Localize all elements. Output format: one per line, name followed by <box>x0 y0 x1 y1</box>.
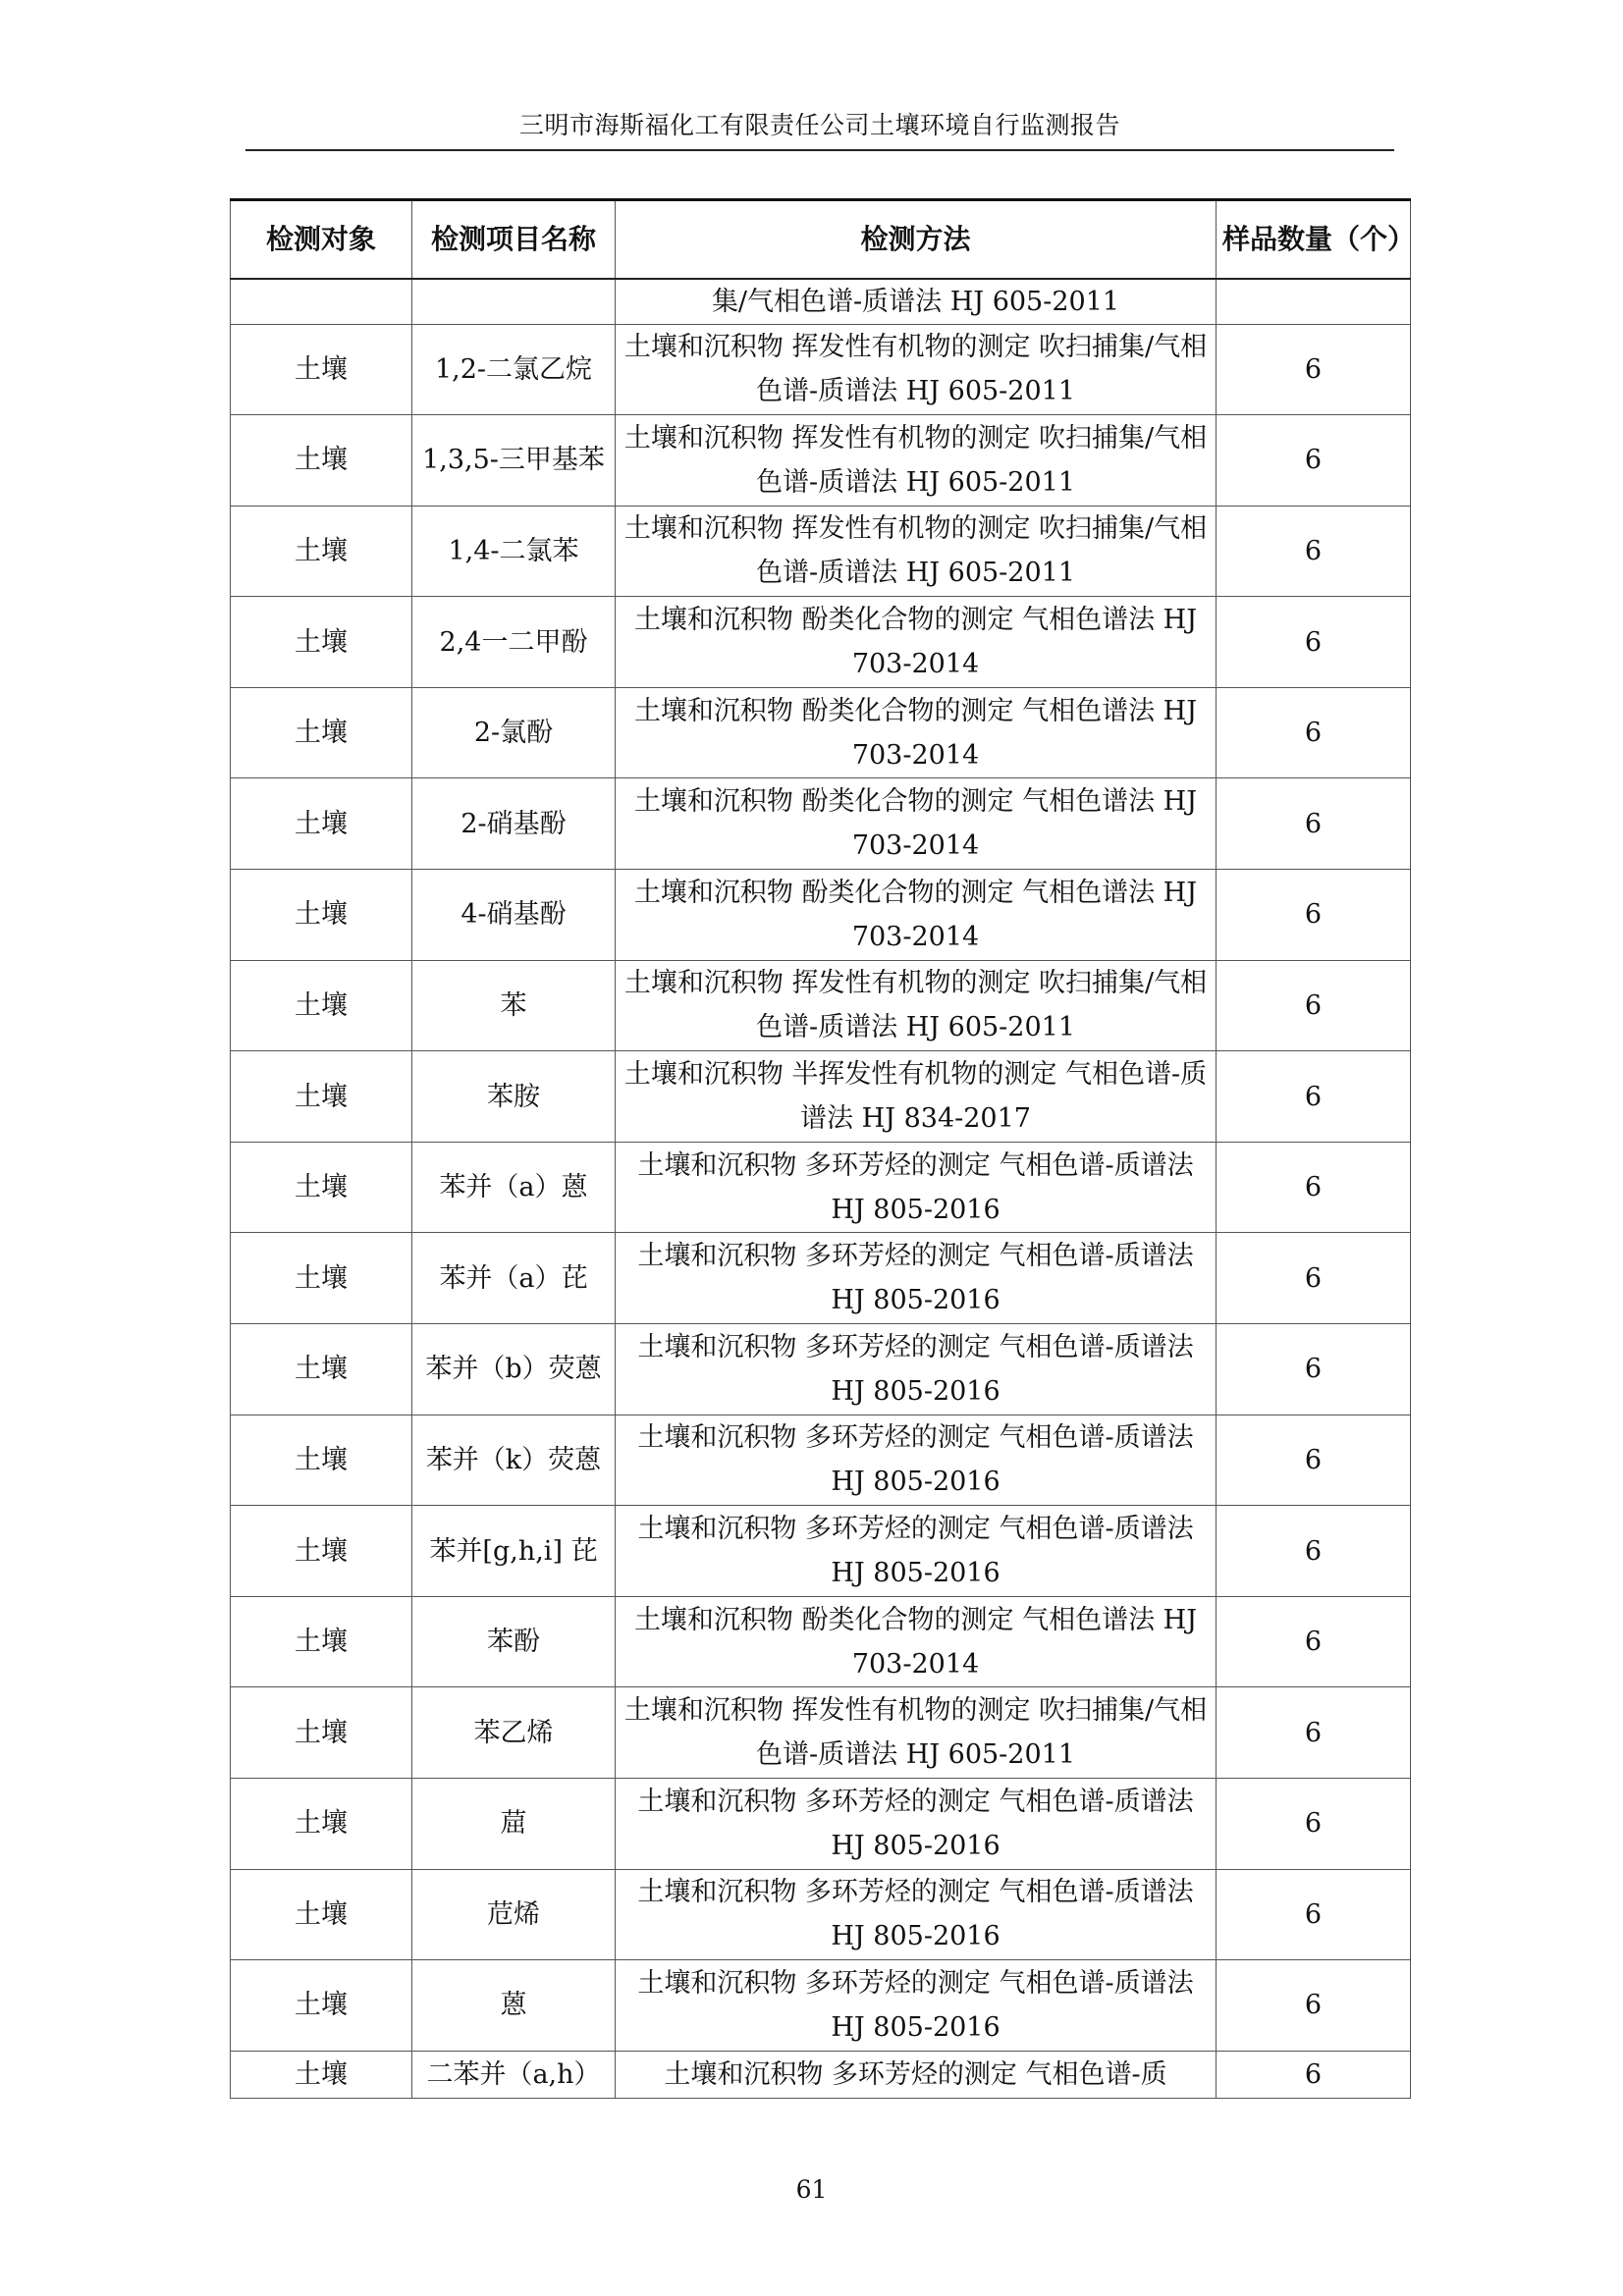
cell-object: 土壤 <box>231 960 412 1051</box>
cell-count: 6 <box>1217 687 1411 778</box>
table-row <box>231 1233 1411 1324</box>
cell-method: 土壤和沉积物 挥发性有机物的测定 吹扫捕集/气相色谱-质谱法 HJ 605-2011 <box>616 324 1217 415</box>
cell-count: 6 <box>1217 1687 1411 1779</box>
table-row <box>231 778 1411 870</box>
table-row <box>231 1869 1411 1960</box>
cell-object: 土壤 <box>231 2051 412 2098</box>
table-row <box>231 2051 1411 2098</box>
cell-method: 土壤和沉积物 半挥发性有机物的测定 气相色谱-质谱法 HJ 834-2017 <box>616 1051 1217 1143</box>
table-row <box>231 960 1411 1051</box>
table-row <box>231 1051 1411 1143</box>
cell-object: 土壤 <box>231 1596 412 1687</box>
cell-object: 土壤 <box>231 870 412 961</box>
cell-item: 4-硝基酚 <box>412 870 616 961</box>
cell-item: 2,4一二甲酚 <box>412 597 616 688</box>
page-header-title: 三明市海斯福化工有限责任公司土壤环境自行监测报告 <box>518 111 1120 139</box>
table-row <box>231 1960 1411 2052</box>
cell-method: 土壤和沉积物 多环芳烃的测定 气相色谱-质谱法 HJ 805-2016 <box>616 1779 1217 1870</box>
cell-method: 土壤和沉积物 挥发性有机物的测定 吹扫捕集/气相色谱-质谱法 HJ 605-2011 <box>616 506 1217 597</box>
cell-object: 土壤 <box>231 1233 412 1324</box>
cell-count <box>1217 279 1411 325</box>
cell-count: 6 <box>1217 597 1411 688</box>
cell-object: 土壤 <box>231 1324 412 1415</box>
cell-count: 6 <box>1217 1415 1411 1506</box>
cell-item: 二苯并（a,h） <box>412 2051 616 2098</box>
table-row <box>231 1415 1411 1506</box>
cell-method: 土壤和沉积物 多环芳烃的测定 气相色谱-质谱法 HJ 805-2016 <box>616 1324 1217 1415</box>
cell-count: 6 <box>1217 960 1411 1051</box>
cell-object: 土壤 <box>231 1506 412 1597</box>
table-row <box>231 415 1411 507</box>
cell-object: 土壤 <box>231 1687 412 1779</box>
table-row <box>231 1506 1411 1597</box>
cell-item: 苯酚 <box>412 1596 616 1687</box>
cell-count: 6 <box>1217 1142 1411 1233</box>
cell-method: 土壤和沉积物 酚类化合物的测定 气相色谱法 HJ 703-2014 <box>616 597 1217 688</box>
cell-object: 土壤 <box>231 687 412 778</box>
cell-method: 土壤和沉积物 多环芳烃的测定 气相色谱-质谱法 HJ 805-2016 <box>616 1869 1217 1960</box>
cell-item: 苯 <box>412 960 616 1051</box>
cell-method: 土壤和沉积物 多环芳烃的测定 气相色谱-质谱法 HJ 805-2016 <box>616 1960 1217 2052</box>
cell-item: 苯并（k）荧蒽 <box>412 1415 616 1506</box>
column-header-count: 样品数量（个） <box>1217 200 1411 279</box>
cell-count: 6 <box>1217 324 1411 415</box>
cell-item: 苯并[g,h,i] 芘 <box>412 1506 616 1597</box>
cell-count: 6 <box>1217 1324 1411 1415</box>
cell-method: 土壤和沉积物 多环芳烃的测定 气相色谱-质谱法 HJ 805-2016 <box>616 1506 1217 1597</box>
table-row <box>231 1596 1411 1687</box>
cell-method: 土壤和沉积物 酚类化合物的测定 气相色谱法 HJ 703-2014 <box>616 870 1217 961</box>
cell-method: 土壤和沉积物 多环芳烃的测定 气相色谱-质 <box>616 2051 1217 2098</box>
table-row <box>231 597 1411 688</box>
cell-count: 6 <box>1217 415 1411 507</box>
cell-count: 6 <box>1217 506 1411 597</box>
cell-count: 6 <box>1217 1233 1411 1324</box>
cell-method: 土壤和沉积物 多环芳烃的测定 气相色谱-质谱法 HJ 805-2016 <box>616 1142 1217 1233</box>
cell-item <box>412 279 616 325</box>
cell-count: 6 <box>1217 1596 1411 1687</box>
column-header-item: 检测项目名称 <box>412 200 616 279</box>
cell-item: 苊烯 <box>412 1869 616 1960</box>
table-row <box>231 1687 1411 1779</box>
header-divider <box>245 149 1394 151</box>
column-header-method: 检测方法 <box>616 200 1217 279</box>
cell-item: 2-硝基酚 <box>412 778 616 870</box>
table-row <box>231 279 1411 325</box>
cell-method: 集/气相色谱-质谱法 HJ 605-2011 <box>616 279 1217 325</box>
cell-count: 6 <box>1217 1960 1411 2052</box>
cell-item: 1,4-二氯苯 <box>412 506 616 597</box>
cell-item: 1,2-二氯乙烷 <box>412 324 616 415</box>
table-row <box>231 687 1411 778</box>
cell-object: 土壤 <box>231 1415 412 1506</box>
cell-item: 苯乙烯 <box>412 1687 616 1779</box>
cell-method: 土壤和沉积物 挥发性有机物的测定 吹扫捕集/气相色谱-质谱法 HJ 605-2011 <box>616 1687 1217 1779</box>
cell-object: 土壤 <box>231 1142 412 1233</box>
cell-method: 土壤和沉积物 酚类化合物的测定 气相色谱法 HJ 703-2014 <box>616 1596 1217 1687</box>
table-row <box>231 1142 1411 1233</box>
cell-count: 6 <box>1217 870 1411 961</box>
table-row <box>231 870 1411 961</box>
cell-object: 土壤 <box>231 597 412 688</box>
cell-method: 土壤和沉积物 酚类化合物的测定 气相色谱法 HJ 703-2014 <box>616 778 1217 870</box>
table-row <box>231 1324 1411 1415</box>
cell-object: 土壤 <box>231 1051 412 1143</box>
cell-method: 土壤和沉积物 酚类化合物的测定 气相色谱法 HJ 703-2014 <box>616 687 1217 778</box>
cell-count: 6 <box>1217 2051 1411 2098</box>
cell-object <box>231 279 412 325</box>
cell-item: 蒽 <box>412 1960 616 2052</box>
cell-count: 6 <box>1217 1869 1411 1960</box>
cell-object: 土壤 <box>231 324 412 415</box>
table-row <box>231 506 1411 597</box>
cell-item: 苯并（b）荧蒽 <box>412 1324 616 1415</box>
cell-method: 土壤和沉积物 多环芳烃的测定 气相色谱-质谱法 HJ 805-2016 <box>616 1415 1217 1506</box>
cell-count: 6 <box>1217 1779 1411 1870</box>
cell-item: 苯胺 <box>412 1051 616 1143</box>
cell-object: 土壤 <box>231 506 412 597</box>
table-header-row <box>231 200 1411 279</box>
cell-method: 土壤和沉积物 挥发性有机物的测定 吹扫捕集/气相色谱-质谱法 HJ 605-2011 <box>616 415 1217 507</box>
cell-method: 土壤和沉积物 多环芳烃的测定 气相色谱-质谱法 HJ 805-2016 <box>616 1233 1217 1324</box>
cell-method: 土壤和沉积物 挥发性有机物的测定 吹扫捕集/气相色谱-质谱法 HJ 605-2011 <box>616 960 1217 1051</box>
detection-methods-table <box>230 198 1416 2099</box>
cell-item: 䓛 <box>412 1779 616 1870</box>
cell-object: 土壤 <box>231 415 412 507</box>
cell-object: 土壤 <box>231 1869 412 1960</box>
cell-item: 2-氯酚 <box>412 687 616 778</box>
cell-object: 土壤 <box>231 1779 412 1870</box>
table-row <box>231 1779 1411 1870</box>
column-header-object: 检测对象 <box>231 200 412 279</box>
cell-object: 土壤 <box>231 778 412 870</box>
cell-count: 6 <box>1217 1506 1411 1597</box>
cell-count: 6 <box>1217 1051 1411 1143</box>
table-row <box>231 324 1411 415</box>
cell-count: 6 <box>1217 778 1411 870</box>
cell-item: 苯并（a）芘 <box>412 1233 616 1324</box>
cell-item: 1,3,5-三甲基苯 <box>412 415 616 507</box>
page-number: 61 <box>795 2175 828 2204</box>
cell-object: 土壤 <box>231 1960 412 2052</box>
cell-item: 苯并（a）蒽 <box>412 1142 616 1233</box>
